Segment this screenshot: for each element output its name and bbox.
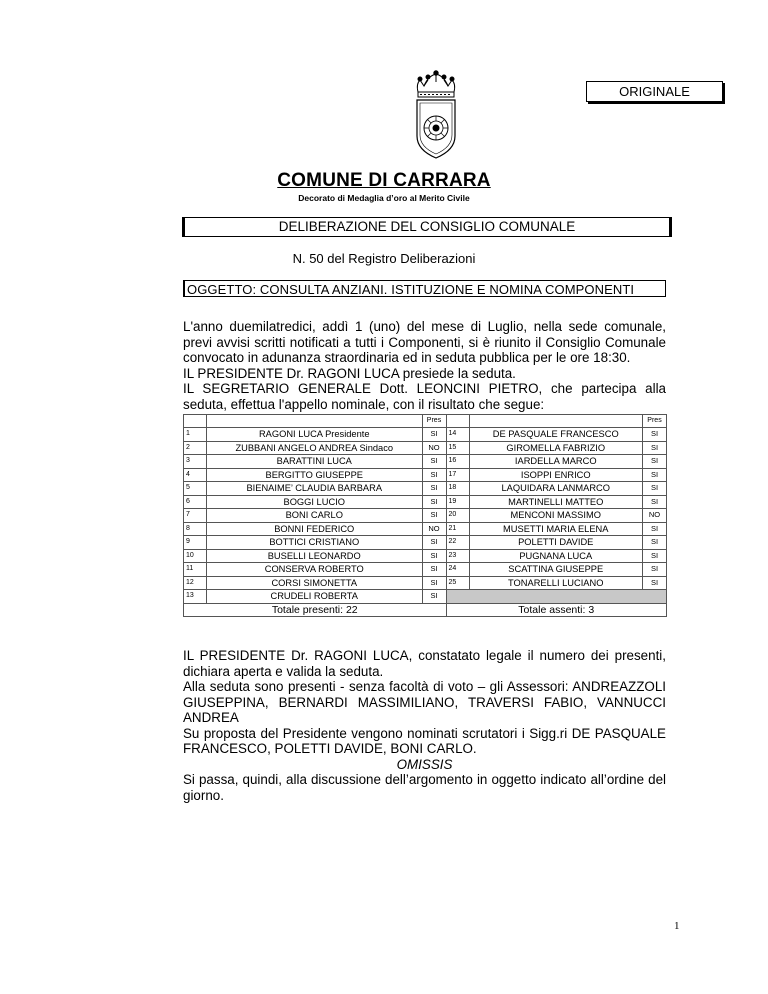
member-name: DE PASQUALE FRANCESCO: [469, 428, 643, 442]
table-row: [184, 590, 667, 604]
empty-cell: [446, 590, 667, 604]
municipality-title: COMUNE DI CARRARA: [277, 170, 491, 191]
member-presence: SI: [643, 482, 667, 496]
page-number: 1: [674, 920, 680, 932]
member-presence: NO: [422, 441, 446, 455]
member-number: 13: [184, 590, 207, 604]
table-row: [184, 576, 667, 590]
member-presence: SI: [422, 536, 446, 550]
total-present: Totale presenti: 22: [184, 603, 447, 617]
member-presence: SI: [643, 549, 667, 563]
member-number: 9: [184, 536, 207, 550]
table-row: [184, 428, 667, 442]
body-line: Si passa, quindi, alla discussione dell’argomento in oggetto indicato all’ordine del: [183, 772, 666, 787]
member-presence: SI: [422, 509, 446, 523]
member-name: TONARELLI LUCIANO: [469, 576, 643, 590]
member-name: MENCONI MASSIMO: [469, 509, 643, 523]
member-number: 23: [446, 549, 469, 563]
member-name: PUGNANA LUCA: [469, 549, 643, 563]
table-row: [184, 563, 667, 577]
member-presence: SI: [643, 522, 667, 536]
member-name: MUSETTI MARIA ELENA: [469, 522, 643, 536]
body-line: Alla seduta sono presenti - senza facoltà di voto – gli Assessori: ANDREAZZOLI: [183, 679, 666, 694]
member-name: CRUDELI ROBERTA: [207, 590, 423, 604]
member-name: BUSELLI LEONARDO: [207, 549, 423, 563]
original-stamp: ORIGINALE: [586, 81, 723, 102]
member-number: 11: [184, 563, 207, 577]
table-row: [184, 441, 667, 455]
table-row: [184, 522, 667, 536]
coat-of-arms-icon: [408, 70, 464, 162]
body-line: giorno.: [183, 787, 224, 803]
table-row: [184, 536, 667, 550]
totals-row: [184, 603, 667, 617]
member-number: 16: [446, 455, 469, 469]
table-row: [184, 482, 667, 496]
member-number: 19: [446, 495, 469, 509]
body-line: Su proposta del Presidente vengono nominati scrutatori i Sigg.ri DE PASQUALE: [183, 725, 666, 741]
table-row: [184, 495, 667, 509]
member-presence: SI: [422, 468, 446, 482]
member-presence: SI: [643, 576, 667, 590]
member-name: IARDELLA MARCO: [469, 455, 643, 469]
member-number: 2: [184, 441, 207, 455]
session-paragraph: [183, 648, 666, 803]
intro-line: L'anno duemilatredici, addì 1 (uno) del mese di Luglio, nella sede comunale,: [183, 319, 666, 334]
member-presence: SI: [422, 563, 446, 577]
member-presence: SI: [422, 590, 446, 604]
member-presence: SI: [643, 455, 667, 469]
member-number: 24: [446, 563, 469, 577]
body-line: FRANCESCO, POLETTI DAVIDE, BONI CARLO.: [183, 741, 477, 756]
omissis-label: OMISSIS: [396, 756, 453, 772]
intro-line: IL SEGRETARIO GENERALE Dott. LEONCINI PIETRO, che partecipa alla: [183, 381, 666, 396]
table-header-row: [184, 415, 667, 428]
member-number: 17: [446, 468, 469, 482]
member-presence: SI: [643, 428, 667, 442]
member-number: 3: [184, 455, 207, 469]
member-number: 18: [446, 482, 469, 496]
intro-line: convocato in adunanza straordinaria ed in seduta pubblica per le ore 18:30.: [183, 350, 631, 365]
member-number: 1: [184, 428, 207, 442]
member-number: 7: [184, 509, 207, 523]
member-number: 15: [446, 441, 469, 455]
member-name: BARATTINI LUCA: [207, 455, 423, 469]
member-presence: SI: [422, 428, 446, 442]
member-name: BIENAIME’ CLAUDIA BARBARA: [207, 482, 423, 496]
member-presence: NO: [643, 509, 667, 523]
intro-paragraph: [183, 319, 666, 412]
medal-subtitle: Decorato di Medaglia d’oro al Merito Civile: [298, 193, 470, 203]
member-name: BOGGI LUCIO: [207, 495, 423, 509]
member-presence: SI: [643, 468, 667, 482]
member-presence: SI: [422, 455, 446, 469]
member-number: 8: [184, 522, 207, 536]
member-presence: SI: [643, 441, 667, 455]
member-number: 12: [184, 576, 207, 590]
member-name: POLETTI DAVIDE: [469, 536, 643, 550]
table-row: [184, 549, 667, 563]
member-number: 22: [446, 536, 469, 550]
member-number: 20: [446, 509, 469, 523]
member-name: CORSI SIMONETTA: [207, 576, 423, 590]
deliberation-title: DELIBERAZIONE DEL CONSIGLIO COMUNALE: [182, 217, 672, 237]
member-number: 4: [184, 468, 207, 482]
member-presence: SI: [422, 576, 446, 590]
member-presence: SI: [643, 495, 667, 509]
pres-header: Pres: [643, 415, 667, 428]
member-presence: SI: [643, 536, 667, 550]
subject-line: OGGETTO: CONSULTA ANZIANI. ISTITUZIONE E NOMINA COMPONENTI: [183, 280, 666, 297]
member-presence: NO: [422, 522, 446, 536]
member-name: BOTTICI CRISTIANO: [207, 536, 423, 550]
member-name: BONI CARLO: [207, 509, 423, 523]
intro-line: IL PRESIDENTE Dr. RAGONI LUCA presiede la seduta.: [183, 365, 516, 381]
total-absent: Totale assenti: 3: [446, 603, 667, 617]
member-number: 25: [446, 576, 469, 590]
member-number: 6: [184, 495, 207, 509]
member-name: BERGITTO GIUSEPPE: [207, 468, 423, 482]
body-line: dichiara aperta e valida la seduta.: [183, 663, 384, 679]
member-name: RAGONI LUCA Presidente: [207, 428, 423, 442]
member-name: MARTINELLI MATTEO: [469, 495, 643, 509]
member-name: ISOPPI ENRICO: [469, 468, 643, 482]
attendance-table: [183, 414, 667, 617]
member-name: CONSERVA ROBERTO: [207, 563, 423, 577]
body-line: ANDREA: [183, 710, 239, 725]
member-name: GIROMELLA FABRIZIO: [469, 441, 643, 455]
member-presence: SI: [643, 563, 667, 577]
register-number: N. 50 del Registro Deliberazioni: [292, 251, 476, 266]
pres-header: Pres: [422, 415, 446, 428]
table-row: [184, 455, 667, 469]
member-presence: SI: [422, 549, 446, 563]
member-number: 21: [446, 522, 469, 536]
member-presence: SI: [422, 495, 446, 509]
member-number: 14: [446, 428, 469, 442]
body-line: GIUSEPPINA, BERNARDI MASSIMILIANO, TRAVERSI FABIO, VANNUCCI: [183, 694, 666, 710]
intro-line: seduta, effettua l'appello nominale, con il risultato che segue:: [183, 396, 545, 412]
member-name: LAQUIDARA LANMARCO: [469, 482, 643, 496]
member-presence: SI: [422, 482, 446, 496]
member-number: 5: [184, 482, 207, 496]
body-line: IL PRESIDENTE Dr. RAGONI LUCA, constatato legale il numero dei presenti,: [183, 648, 666, 663]
table-row: [184, 468, 667, 482]
member-name: SCATTINA GIUSEPPE: [469, 563, 643, 577]
table-row: [184, 509, 667, 523]
member-name: ZUBBANI ANGELO ANDREA Sindaco: [207, 441, 423, 455]
member-number: 10: [184, 549, 207, 563]
member-name: BONNI FEDERICO: [207, 522, 423, 536]
intro-line: previ avvisi scritti notificati a tutti i Componenti, si è riunito il Consiglio Comunale: [183, 334, 666, 350]
